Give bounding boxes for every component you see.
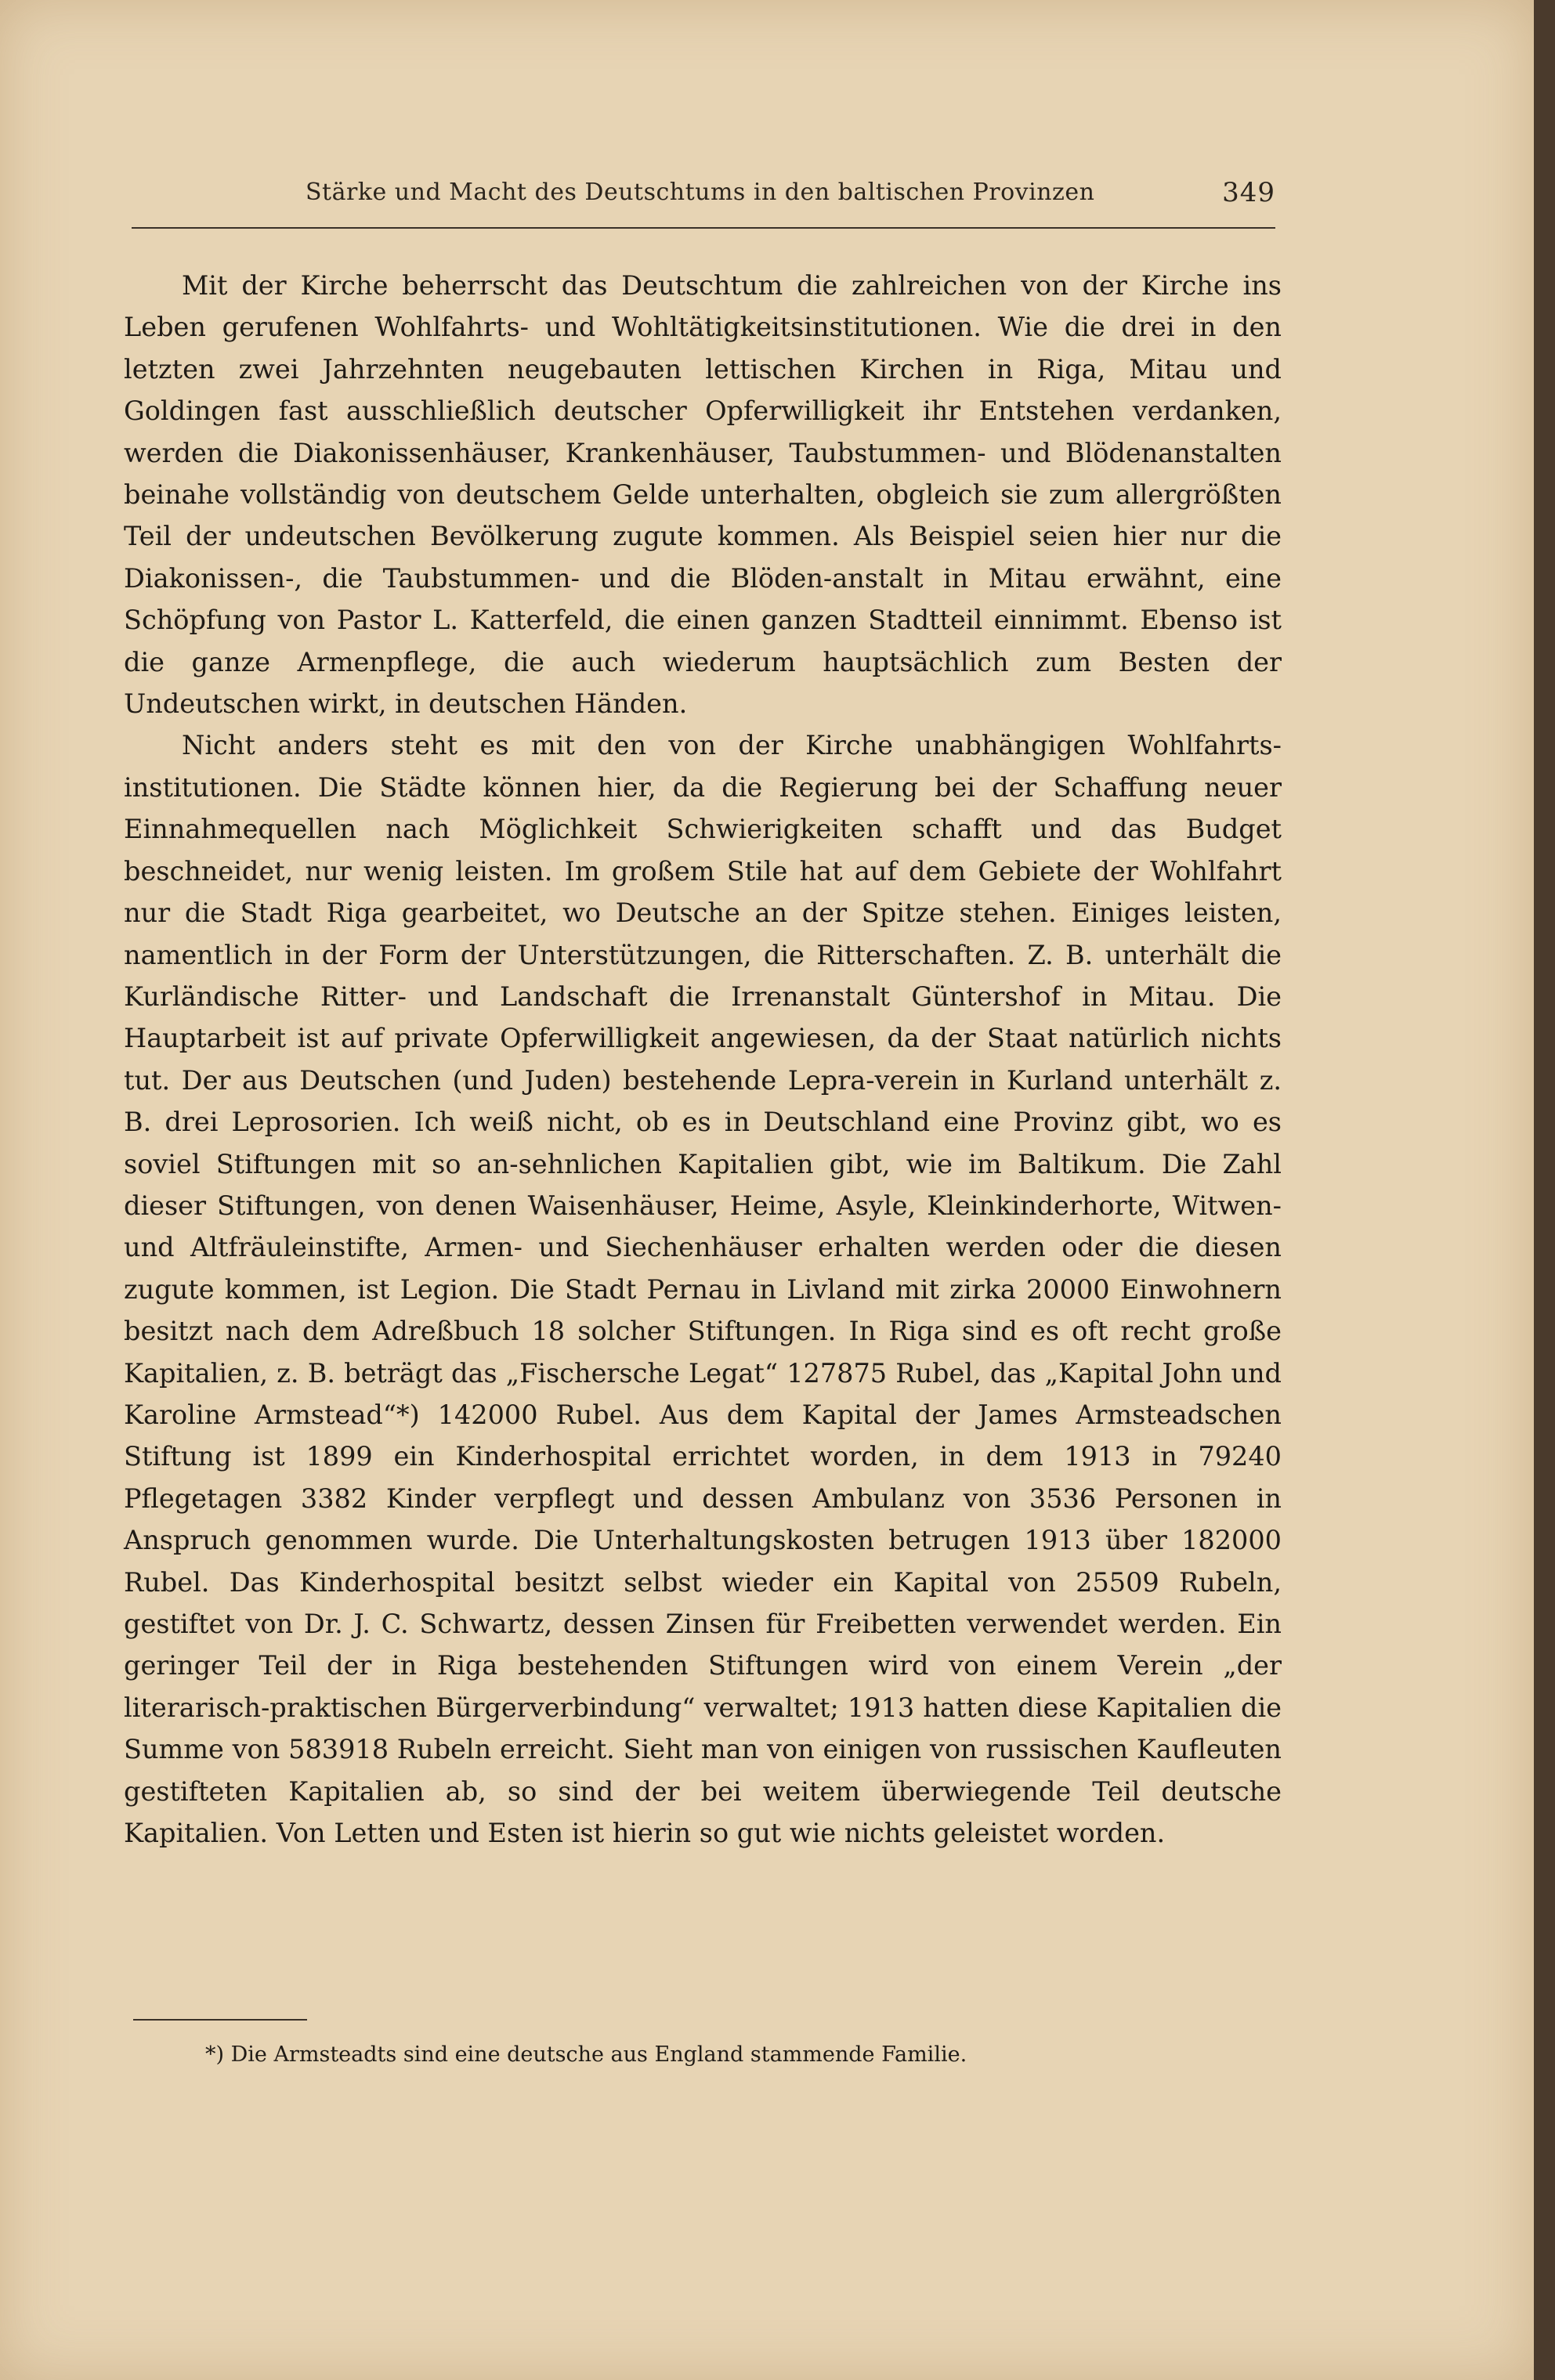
- paragraph: Mit der Kirche beherrscht das Deutschtum die zahlreichen von der Kirche ins Leben gerufenen Wohlfahrts- und Wohltätigkeitsinstitutionen. Wie die drei in den letzten zwei Jahrzehnten neugebauten lettischen Kirchen in Riga, Mitau und Goldingen fast ausschließlich deutscher Opferwilligkeit ihr Entstehen verdanken, werden die Diakonissenhäuser, Krankenhäuser, Taubstummen- und Blödenanstalten beinahe vollständig von deutschem Gelde unterhalten, obgleich sie zum allergrößten Teil der undeutschen Bevölkerung zugute kommen. Als Beispiel seien hier nur die Diakonissen-, die Taubstummen- und die Blöden-anstalt in Mitau erwähnt, eine Schöpfung von Pastor L. Katterfeld, die einen ganzen Stadtteil einnimmt. Ebenso ist die ganze Armenpflege, die auch wiederum hauptsächlich zum Besten der Undeutschen wirkt, in deutschen Händen.: [124, 270, 1282, 720]
- header-rule: [132, 227, 1275, 229]
- footnote: *) Die Armsteadts sind eine deutsche aus England stammende Familie.: [205, 2042, 967, 2067]
- running-head: [132, 179, 1275, 218]
- page-number: 349: [1222, 177, 1275, 208]
- page-edge: [1534, 0, 1555, 2380]
- paragraph: Nicht anders steht es mit den von der Kirche unabhängigen Wohlfahrts-institutionen. Die Städte können hier, da die Regierung bei der Schaffung neuer Einnahmequellen nach Möglichkeit Schwierigkeiten schafft und das Budget beschneidet, nur wenig leisten. Im großem Stile hat auf dem Gebiete der Wohlfahrt nur die Stadt Riga gearbeitet, wo Deutsche an der Spitze stehen. Einiges leisten, namentlich in der Form der Unterstützungen, die Ritterschaften. Z. B. unterhält die Kurländische Ritter- und Landschaft die Irrenanstalt Güntershof in Mitau. Die Hauptarbeit ist auf private Opferwilligkeit angewiesen, da der Staat natürlich nichts tut. Der aus Deutschen (und Juden) bestehende Lepra-verein in Kurland unterhält z. B. drei Leprosorien. Ich weiß nicht, ob es in Deutschland eine Provinz gibt, wo es soviel Stiftungen mit so an-sehnlichen Kapitalien gibt, wie im Baltikum. Die Zahl dieser Stiftungen, von denen Waisenhäuser, Heime, Asyle, Kleinkinderhorte, Witwen- und Altfräuleinstifte, Armen- und Siechenhäuser erhalten werden oder die diesen zugute kommen, ist Legion. Die Stadt Pernau in Livland mit zirka 20000 Einwohnern besitzt nach dem Adreßbuch 18 solcher Stiftungen. In Riga sind es oft recht große Kapitalien, z. B. beträgt das „Fischersche Legat“ 127875 Rubel, das „Kapital John und Karoline Armstead“*) 142000 Rubel. Aus dem Kapital der James Armsteadschen Stiftung ist 1899 ein Kinderhospital errichtet worden, in dem 1913 in 79240 Pflegetagen 3382 Kinder verpflegt und dessen Ambulanz von 3536 Personen in Anspruch genommen wurde. Die Unterhaltungskosten betrugen 1913 über 182000 Rubel. Das Kinderhospital besitzt selbst wieder ein Kapital von 25509 Rubeln, gestiftet von Dr. J. C. Schwartz, dessen Zinsen für Freibetten verwendet werden. Ein geringer Teil der in Riga bestehenden Stiftungen wird von einem Verein „der literarisch-praktischen Bürgerverbindung“ verwaltet; 1913 hatten diese Kapitalien die Summe von 583918 Rubeln erreicht. Sieht man von einigen von russischen Kaufleuten gestifteten Kapitalien ab, so sind der bei weitem überwiegende Teil deutsche Kapitalien. Von Letten und Esten ist hierin so gut wie nichts geleistet worden.: [124, 730, 1282, 1849]
- footnote-rule: [133, 2019, 307, 2021]
- body-text: [124, 265, 1282, 1854]
- running-title: Stärke und Macht des Deutschtums in den baltischen Provinzen: [306, 179, 1095, 206]
